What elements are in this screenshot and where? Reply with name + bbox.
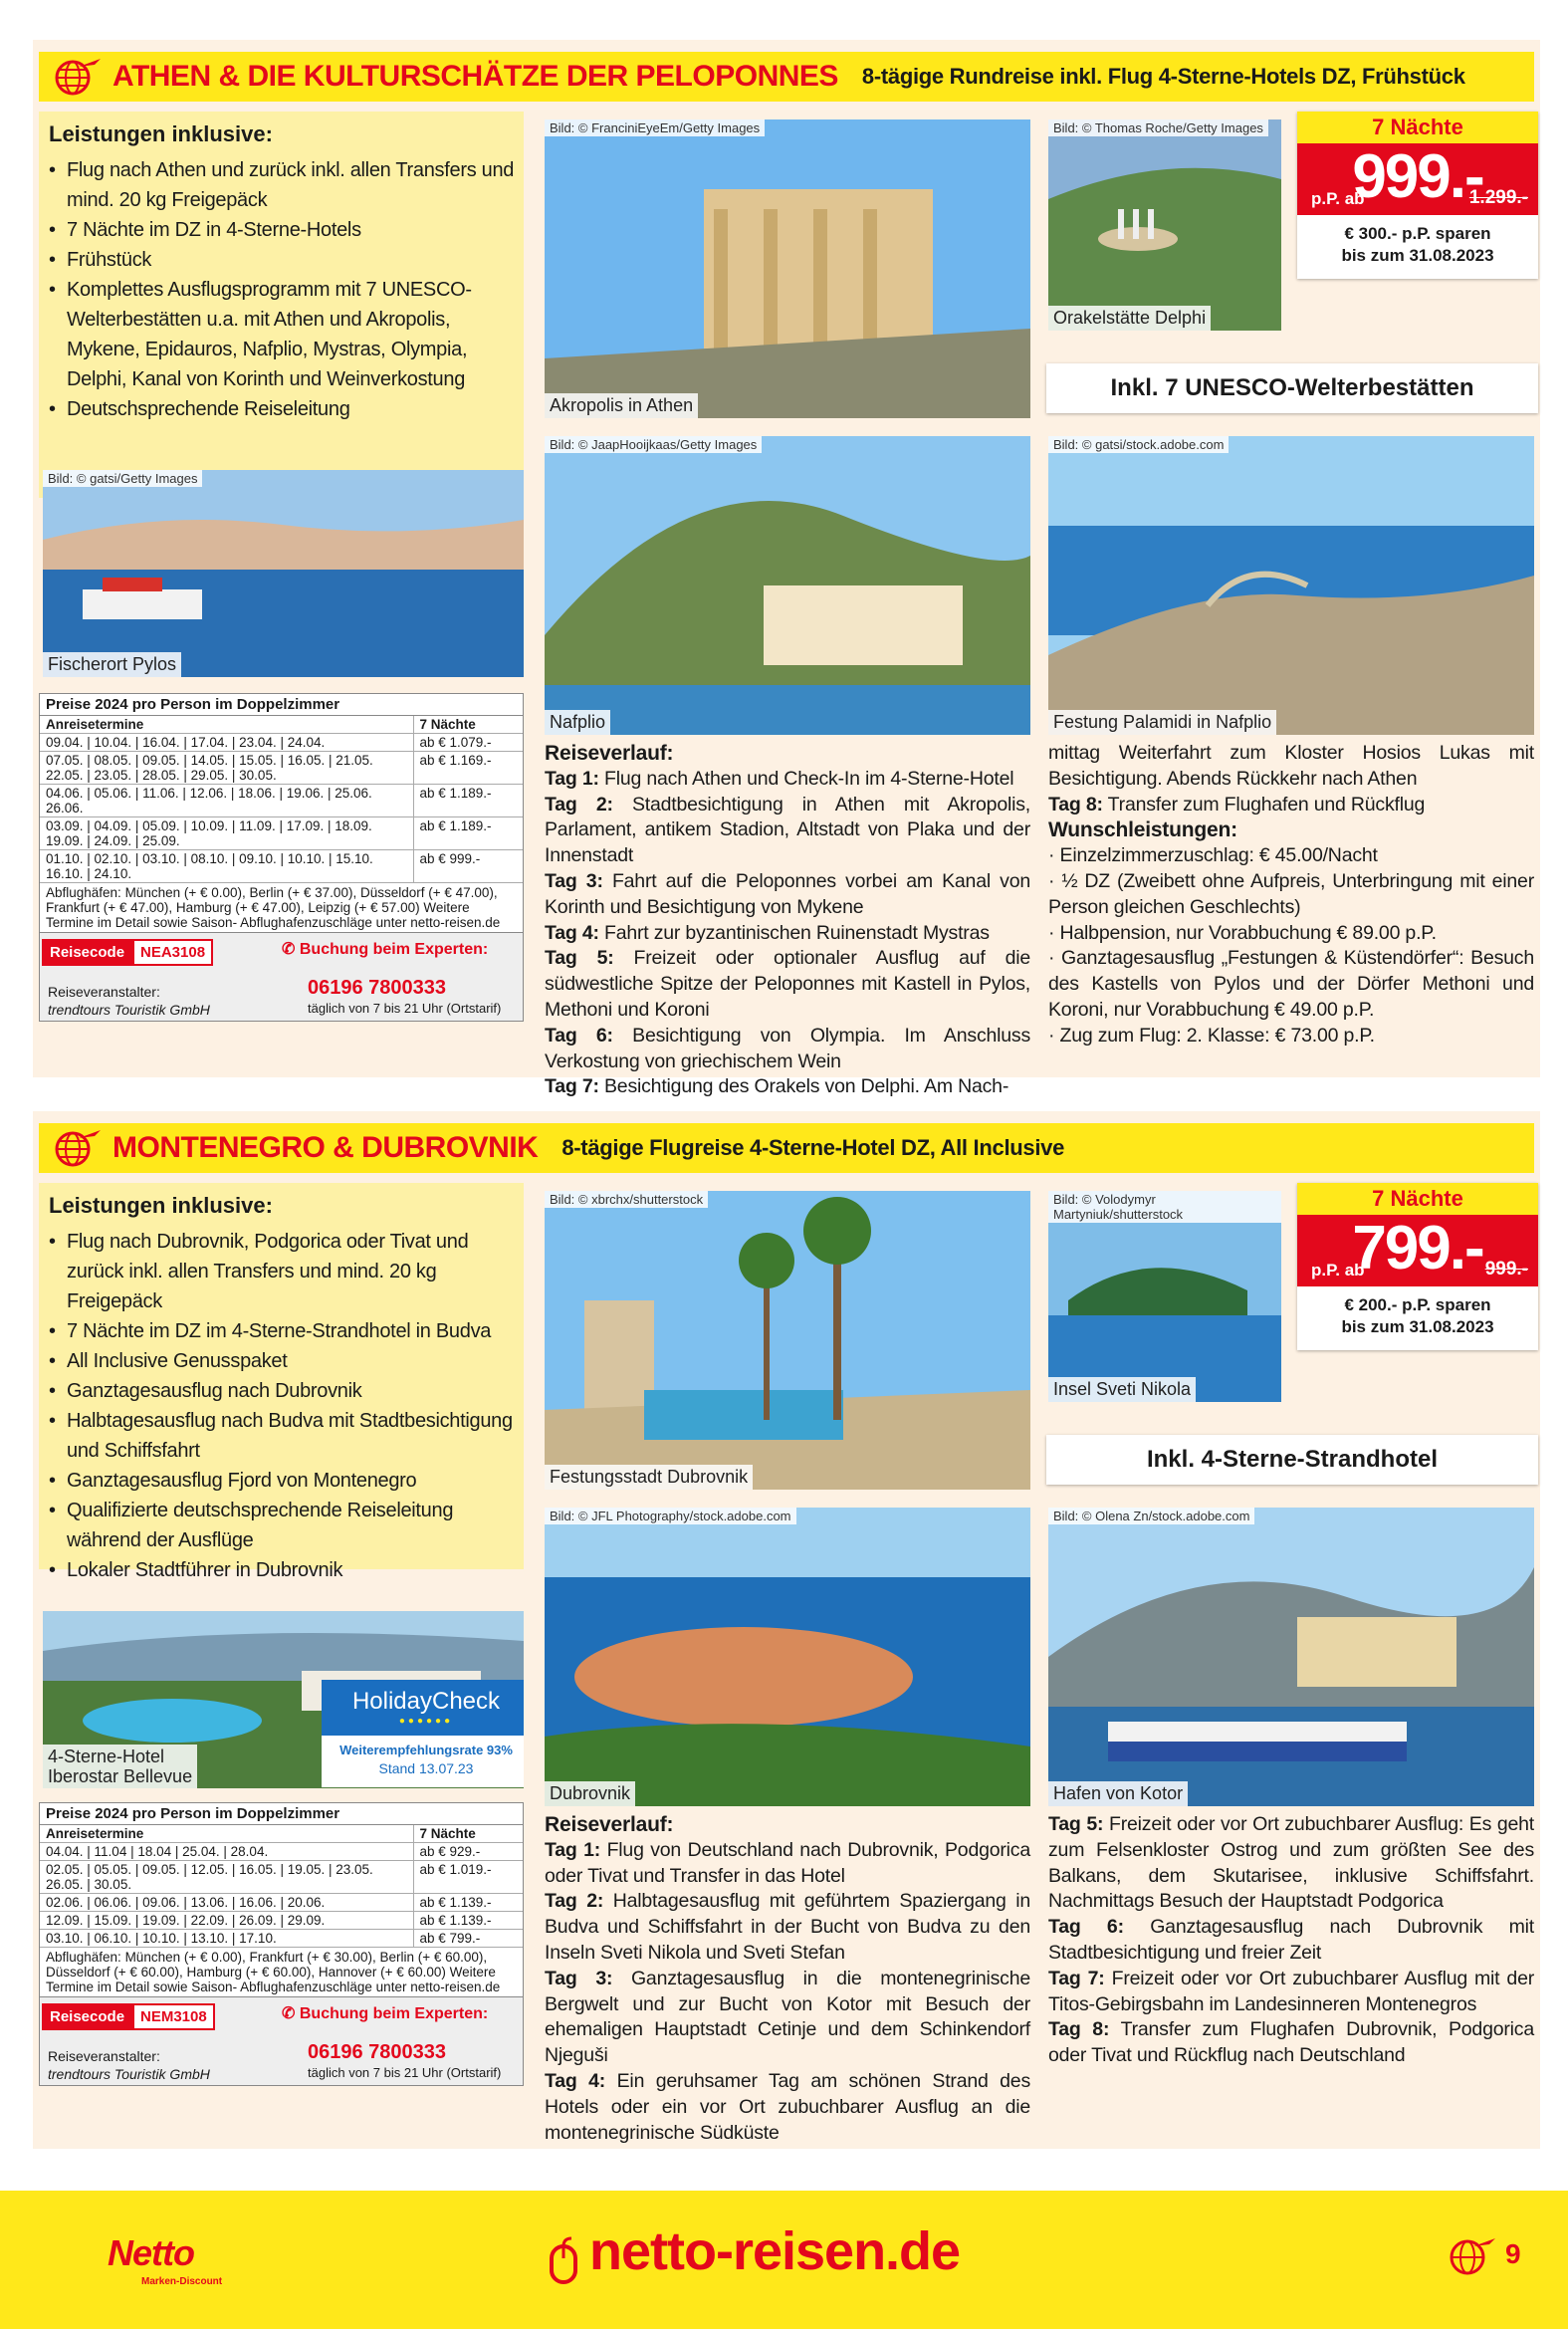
table-header: Anreisetermine [40,1825,413,1843]
itinerary-day [545,1967,1030,2069]
inclusion-item: • Ganztagesausflug Fjord von Montenegro [49,1466,516,1496]
table-cell: 03.10. | 06.10. | 10.10. | 13.10. | 17.10. [40,1930,413,1948]
table-cell: ab € 1.189.- [413,817,523,850]
page-footer [0,2191,1568,2329]
itinerary-day [545,946,1030,1023]
day-text: Freizeit oder vor Ort zubuchbarer Ausflug: Es geht zum Felsenkloster Ostrog und zum größten See des Balkans, dem Skutarisee, inklusive Schiffsfahrt. Nachmittags Besuch der Hauptstadt Podgorica [1048,1813,1535,1913]
table-row [40,817,523,850]
table-cell: ab € 1.169.- [413,752,523,785]
wish-item: · Einzelzimmerzuschlag: € 45.00/Nacht [1048,844,1378,867]
offer-title: ATHEN & DIE KULTURSCHÄTZE DER PELOPONNES [112,60,838,93]
day-text: Freizeit oder vor Ort zubuchbarer Ausflug mit der Titos-Gebirgsbahn im Landesinneren Montenegros [1048,1967,1535,2015]
photo-pylos [43,470,524,677]
itinerary-day [1048,1967,1534,2018]
day-text: Besichtigung von Olympia. Im Anschluss Verkostung von griechischem Wein [545,1024,1031,1072]
savings-deadline: bis zum 31.08.2023 [1341,1317,1494,1336]
reisecode-label: Reisecode [42,939,132,966]
inclusions-title: Leistungen inklusive: [49,1193,273,1218]
table-cell: 04.04. | 11.04 | 18.04 | 25.04. | 28.04. [40,1843,413,1861]
photo-sveti-nikola [1048,1191,1281,1402]
inclusion-item: • Qualifizierte deutschsprechende Reiseleitung während der Ausflüge [49,1496,516,1555]
table-cell: ab € 799.- [413,1930,523,1948]
inclusion-item: • All Inclusive Genusspaket [49,1346,516,1376]
itinerary-day [1048,1812,1534,1915]
photo-dubrovnik [545,1508,1030,1806]
table-cell: ab € 1.019.- [413,1861,523,1894]
rating-dots-icon: ●●●●●● [398,1716,454,1727]
booking-text: Buchung beim Experten: [299,941,489,958]
organizer [48,983,210,1019]
savings-amount: € 200.- p.P. sparen [1344,1295,1491,1314]
day-text: Transfer zum Flughafen Dubrovnik, Podgorica oder Tivat und Rückflug nach Deutschland [1048,2018,1534,2067]
price-amount: 799.- [1352,1214,1483,1282]
inclusion-item: • Halbtagesausflug nach Budva mit Stadtbesichtigung und Schiffsfahrt [49,1406,516,1466]
table-header: 7 Nächte [413,1825,523,1843]
price-table [39,1802,524,2086]
itinerary-continued: mittag Weiterfahrt zum Kloster Hosios Lukas mit Besichtigung. Abends Rückkehr nach Athen [1048,742,1534,790]
offer-subtitle: 8-tägige Rundreise inkl. Flug 4-Sterne-Hotels DZ, Frühstück [861,64,1465,89]
day-text: Fahrt auf die Peloponnes vorbei am Kanal von Korinth und Besichtigung von Mykene [545,869,1030,918]
price-per-person: p.P. ab [1311,1261,1365,1280]
day-label: Tag 4: [545,921,599,944]
day-text: Flug nach Athen und Check-In im 4-Sterne-Hotel [604,767,1014,790]
day-label: Tag 6: [1048,1916,1124,1939]
photo-delphi [1048,119,1281,331]
wishes-title: Wunschleistungen: [1048,818,1237,842]
itinerary-day [545,1074,1030,1100]
table-cell: 09.04. | 10.04. | 16.04. | 17.04. | 23.04. | 24.04. [40,734,413,752]
photo-credit: Bild: © Volodymyr Martyniuk/shutterstock [1048,1191,1281,1223]
savings-deadline: bis zum 31.08.2023 [1341,246,1494,265]
phone-icon: ✆ [282,941,300,958]
inclusion-item: • Flug nach Athen und zurück inkl. allen Transfers und mind. 20 kg Freigepäck [49,155,516,215]
day-text: Stadtbesichtigung in Athen mit Akropolis, Parlament, antikem Stadion, Altstadt von Plaka und der Innenstadt [545,793,1030,867]
holidaycheck-rate: Weiterempfehlungsrate 93% [339,1743,513,1757]
holidaycheck-date: Stand 13.07.23 [378,1760,474,1776]
booking-label [282,939,488,959]
table-cell: 07.05. | 08.05. | 09.05. | 14.05. | 15.05. | 16.05. | 21.05. 22.05. | 23.05. | 28.05. | 29.05. | 30.05. [40,752,413,785]
table-row [40,752,523,785]
table-cell: 02.06. | 06.06. | 09.06. | 13.06. | 16.06. | 20.06. [40,1894,413,1912]
dates-table [40,716,523,883]
highlight-badge: Inkl. 7 UNESCO-Welterbestätten [1046,363,1538,413]
globe-plane-icon [49,1128,103,1168]
price-savings [1297,215,1538,267]
price-table-note: Abflughäfen: München (+ € 0.00), Berlin (+ € 37.00), Düsseldorf (+ € 47.00), Frankfurt (+ € 47.00), Hamburg (+ € 47.00), Leipzig (+ € 57.00) Weitere Termine im Detail sowie Saison- Abflughafenzuschläge unter netto-reisen.de [40,883,523,933]
inclusion-item: • 7 Nächte im DZ in 4-Sterne-Hotels [49,215,516,245]
table-cell: 12.09. | 15.09. | 19.09. | 22.09. | 26.09. | 29.09. [40,1912,413,1930]
day-text: Freizeit oder optionaler Ausflug auf die südwestliche Spitze der Peloponnes mit Kastell in Pylos, Methoni und Koroni [545,947,1031,1021]
booking-label [282,2003,488,2023]
offer-montenegro [33,1111,1540,2149]
table-row [40,785,523,817]
price-nights: 7 Nächte [1297,112,1538,143]
price-table [39,693,524,1022]
price-per-person: p.P. ab [1311,189,1365,208]
holidaycheck-brand [322,1680,524,1736]
photo-credit: Bild: © FranciniEyeEm/Getty Images [545,119,765,136]
photo-caption: Dubrovnik [545,1781,635,1806]
organizer-name: trendtours Touristik GmbH [48,2066,210,2082]
itinerary-day [545,793,1030,869]
photo-caption: Festungsstadt Dubrovnik [545,1465,753,1490]
table-row [40,1912,523,1930]
itinerary-day [545,1838,1030,1890]
reisecode-value: NEM3108 [132,2003,215,2030]
table-header: 7 Nächte [413,716,523,734]
inclusion-item: • Flug nach Dubrovnik, Podgorica oder Tivat und zurück inkl. allen Transfers und mind. 20 kg Freigepäck [49,1227,516,1316]
phone-hours: täglich von 7 bis 21 Uhr (Ortstarif) [308,2065,502,2080]
holidaycheck-name: HolidayCheck [351,1688,501,1715]
day-text: Besichtigung des Orakels von Delphi. Am Nach- [604,1075,1009,1098]
day-text: Fahrt zur byzantinischen Ruinenstadt Mystras [604,921,990,944]
itinerary-day [1048,793,1534,818]
table-row [40,1843,523,1861]
itinerary-day [545,921,1030,947]
table-row [40,1930,523,1948]
inclusions-box [39,112,524,498]
wish-item: · Ganztagesausflug „Festungen & Küstendörfer“: Besuch des Kastells von Pylos und der Dörfer Methoni und Koroni, nur Vorabbuchung € 49.00 p.P. [1048,947,1534,1021]
savings-amount: € 300.- p.P. sparen [1344,224,1491,243]
photo-caption: Nafplio [545,710,610,735]
table-row [40,1894,523,1912]
page-number: 9 [1505,2238,1521,2269]
globe-plane-icon [1444,2236,1497,2276]
organizer-label: Reiseveranstalter: [48,984,160,1000]
price-box [1297,112,1538,279]
globe-plane-icon [49,57,103,97]
photo-caption: Akropolis in Athen [545,393,698,418]
day-label: Tag 1: [545,1838,601,1861]
booking-footer [40,933,523,1021]
itinerary-left [545,1812,1030,2146]
photo-credit: Bild: © JFL Photography/stock.adobe.com [545,1508,796,1524]
offer-title: MONTENEGRO & DUBROVNIK [112,1131,539,1164]
photo-caption: Hafen von Kotor [1048,1781,1188,1806]
photo-caption: 4-Sterne-Hotel Iberostar Bellevue [43,1745,197,1788]
day-label: Tag 4: [545,2069,606,2092]
price-box [1297,1183,1538,1350]
inclusion-item: • Lokaler Stadtführer in Dubrovnik [49,1555,516,1585]
phone-number[interactable]: 06196 7800333 [308,977,447,999]
itinerary-day [545,1889,1030,1966]
photo-caption: Festung Palamidi in Nafplio [1048,710,1276,735]
photo-hotel [43,1611,524,1788]
inclusion-item: • Frühstück [49,245,516,275]
itinerary-right [1048,741,1534,1049]
wish-item: · Zug zum Flug: 2. Klasse: € 73.00 p.P. [1048,1024,1375,1047]
phone-icon: ✆ [282,2005,300,2022]
offer-header [39,1123,1534,1173]
itinerary-day [545,2069,1030,2146]
inclusions-title: Leistungen inklusive: [49,121,273,146]
itinerary-day [545,1024,1030,1075]
photo-palamidi [1048,436,1534,735]
day-label: Tag 3: [545,869,603,892]
price-table-note: Abflughäfen: München (+ € 0.00), Frankfurt (+ € 30.00), Berlin (+ € 60.00), Düsseldorf (+ € 60.00), Hamburg (+ € 60.00), Hannover (+ € 60.00) Weitere Termine im Detail sowie Saison- Abflughafenzuschläge unter netto-reisen.de [40,1948,523,1997]
organizer-label: Reiseveranstalter: [48,2048,160,2064]
day-text: Ganztagesausflug in die montenegrinische Bergwelt und zur Bucht von Kotor mit Besuch der ehemaligen Hauptstadt Cetinje und dem Schinkendorf Njeguši [545,1967,1030,2067]
holidaycheck-badge [322,1680,524,1787]
table-cell: 01.10. | 02.10. | 03.10. | 08.10. | 09.10. | 10.10. | 15.10. 16.10. | 24.10. [40,850,413,883]
day-label: Tag 2: [545,793,613,815]
day-label: Tag 8: [1048,2018,1110,2041]
day-text: Flug von Deutschland nach Dubrovnik, Podgorica oder Tivat und Transfer in das Hotel [545,1838,1031,1887]
photo-caption: Insel Sveti Nikola [1048,1377,1196,1402]
price-table-title: Preise 2024 pro Person im Doppelzimmer [40,694,523,716]
reisecode-label: Reisecode [42,2003,132,2030]
day-text: Transfer zum Flughafen und Rückflug [1107,793,1426,815]
photo-dubrovnik-fortress [545,1191,1030,1490]
table-cell: ab € 1.139.- [413,1912,523,1930]
itinerary-left [545,741,1030,1100]
day-label: Tag 7: [1048,1967,1105,1989]
photo-caption: Fischerort Pylos [43,652,181,677]
itinerary-day [1048,1915,1534,1967]
booking-text: Buchung beim Experten: [299,2005,489,2022]
day-text: Ganztagesausflug nach Dubrovnik mit Stadtbesichtigung und freier Zeit [1048,1916,1535,1964]
inclusions-box [39,1183,524,1581]
organizer [48,2047,210,2083]
day-label: Tag 5: [545,947,614,970]
day-label: Tag 1: [545,767,599,790]
itinerary-day [545,869,1030,921]
mouse-icon [546,2236,581,2286]
table-cell: ab € 999.- [413,850,523,883]
offer-subtitle: 8-tägige Flugreise 4-Sterne-Hotel DZ, All Inclusive [561,1135,1065,1160]
price-amount: 999.- [1352,142,1483,211]
table-row [40,734,523,752]
website-link[interactable]: netto-reisen.de [589,2221,961,2281]
itinerary-title: Reiseverlauf: [545,742,674,765]
price-table-title: Preise 2024 pro Person im Doppelzimmer [40,1803,523,1825]
day-label: Tag 6: [545,1024,613,1047]
photo-credit: Bild: © Thomas Roche/Getty Images [1048,119,1268,136]
table-header: Anreisetermine [40,716,413,734]
day-text: Ein geruhsamer Tag am schönen Strand des Hotels oder ein vor Ort zubuchbarer Ausflug an die montenegrinische Südküste [545,2069,1030,2144]
table-cell: 03.09. | 04.09. | 05.09. | 10.09. | 11.09. | 17.09. | 18.09. 19.09. | 24.09. | 25.09. [40,817,413,850]
photo-credit: Bild: © xbrchx/shutterstock [545,1191,708,1208]
netto-logo-subtitle: Marken-Discount [141,2276,223,2287]
itinerary-day [1048,2017,1534,2069]
day-label: Tag 5: [1048,1813,1104,1835]
day-label: Tag 3: [545,1967,613,1989]
wish-item: · ½ DZ (Zweibett ohne Aufpreis, Unterbringung mit einer Person gleichen Geschlechts) [1048,869,1534,918]
offer-athens [33,40,1540,1098]
photo-credit: Bild: © Olena Zn/stock.adobe.com [1048,1508,1254,1524]
table-cell: ab € 1.189.- [413,785,523,817]
table-cell: ab € 1.139.- [413,1894,523,1912]
price-nights: 7 Nächte [1297,1183,1538,1215]
organizer-name: trendtours Touristik GmbH [48,1002,210,1018]
phone-number[interactable]: 06196 7800333 [308,2041,447,2063]
inclusion-item: • Komplettes Ausflugsprogramm mit 7 UNESCO-Welterbestätten u.a. mit Athen und Akropolis, Mykene, Epidauros, Nafplio, Mystras, Olympia, Delphi, Kanal von Korinth und Weinverkostung [49,275,516,394]
inclusion-item: • Deutschsprechende Reiseleitung [49,394,516,424]
inclusion-item: • 7 Nächte im DZ im 4-Sterne-Strandhotel in Budva [49,1316,516,1346]
phone-hours: täglich von 7 bis 21 Uhr (Ortstarif) [308,1001,502,1016]
price-savings [1297,1286,1538,1338]
reisecode-value: NEA3108 [132,939,213,966]
wish-item: · Halbpension, nur Vorabbuchung € 89.00 p.P. [1048,921,1437,944]
itinerary-right [1048,1812,1534,2069]
photo-credit: Bild: © JaapHooijkaas/Getty Images [545,436,762,453]
photo-credit: Bild: © gatsi/stock.adobe.com [1048,436,1229,453]
booking-footer [40,1997,523,2085]
itinerary-day [545,767,1030,793]
table-row [40,1861,523,1894]
offer-header [39,52,1534,102]
table-cell: 04.06. | 05.06. | 11.06. | 12.06. | 18.06. | 19.06. | 25.06. 26.06. [40,785,413,817]
photo-caption: Orakelstätte Delphi [1048,306,1211,331]
highlight-badge: Inkl. 4-Sterne-Strandhotel [1046,1435,1538,1485]
table-row [40,850,523,883]
netto-logo[interactable]: Netto [108,2232,194,2273]
table-cell: ab € 929.- [413,1843,523,1861]
day-label: Tag 7: [545,1075,599,1098]
day-text: Halbtagesausflug mit geführtem Spaziergang in Budva und Schiffsfahrt in der Bucht von Budva zu den Inseln Sveti Nikola und Sveti Stefan [545,1890,1031,1964]
photo-credit: Bild: © gatsi/Getty Images [43,470,202,487]
day-label: Tag 8: [1048,793,1103,815]
itinerary-title: Reiseverlauf: [545,1813,674,1836]
inclusion-item: • Ganztagesausflug nach Dubrovnik [49,1376,516,1406]
photo-kotor [1048,1508,1534,1806]
photo-nafplio [545,436,1030,735]
day-label: Tag 2: [545,1890,604,1913]
price-old: 1.299.- [1468,187,1528,208]
table-cell: 02.05. | 05.05. | 09.05. | 12.05. | 16.05. | 19.05. | 23.05. 26.05. | 30.05. [40,1861,413,1894]
photo-acropolis [545,119,1030,418]
dates-table [40,1825,523,1948]
table-cell: ab € 1.079.- [413,734,523,752]
price-old: 999.- [1484,1259,1528,1280]
